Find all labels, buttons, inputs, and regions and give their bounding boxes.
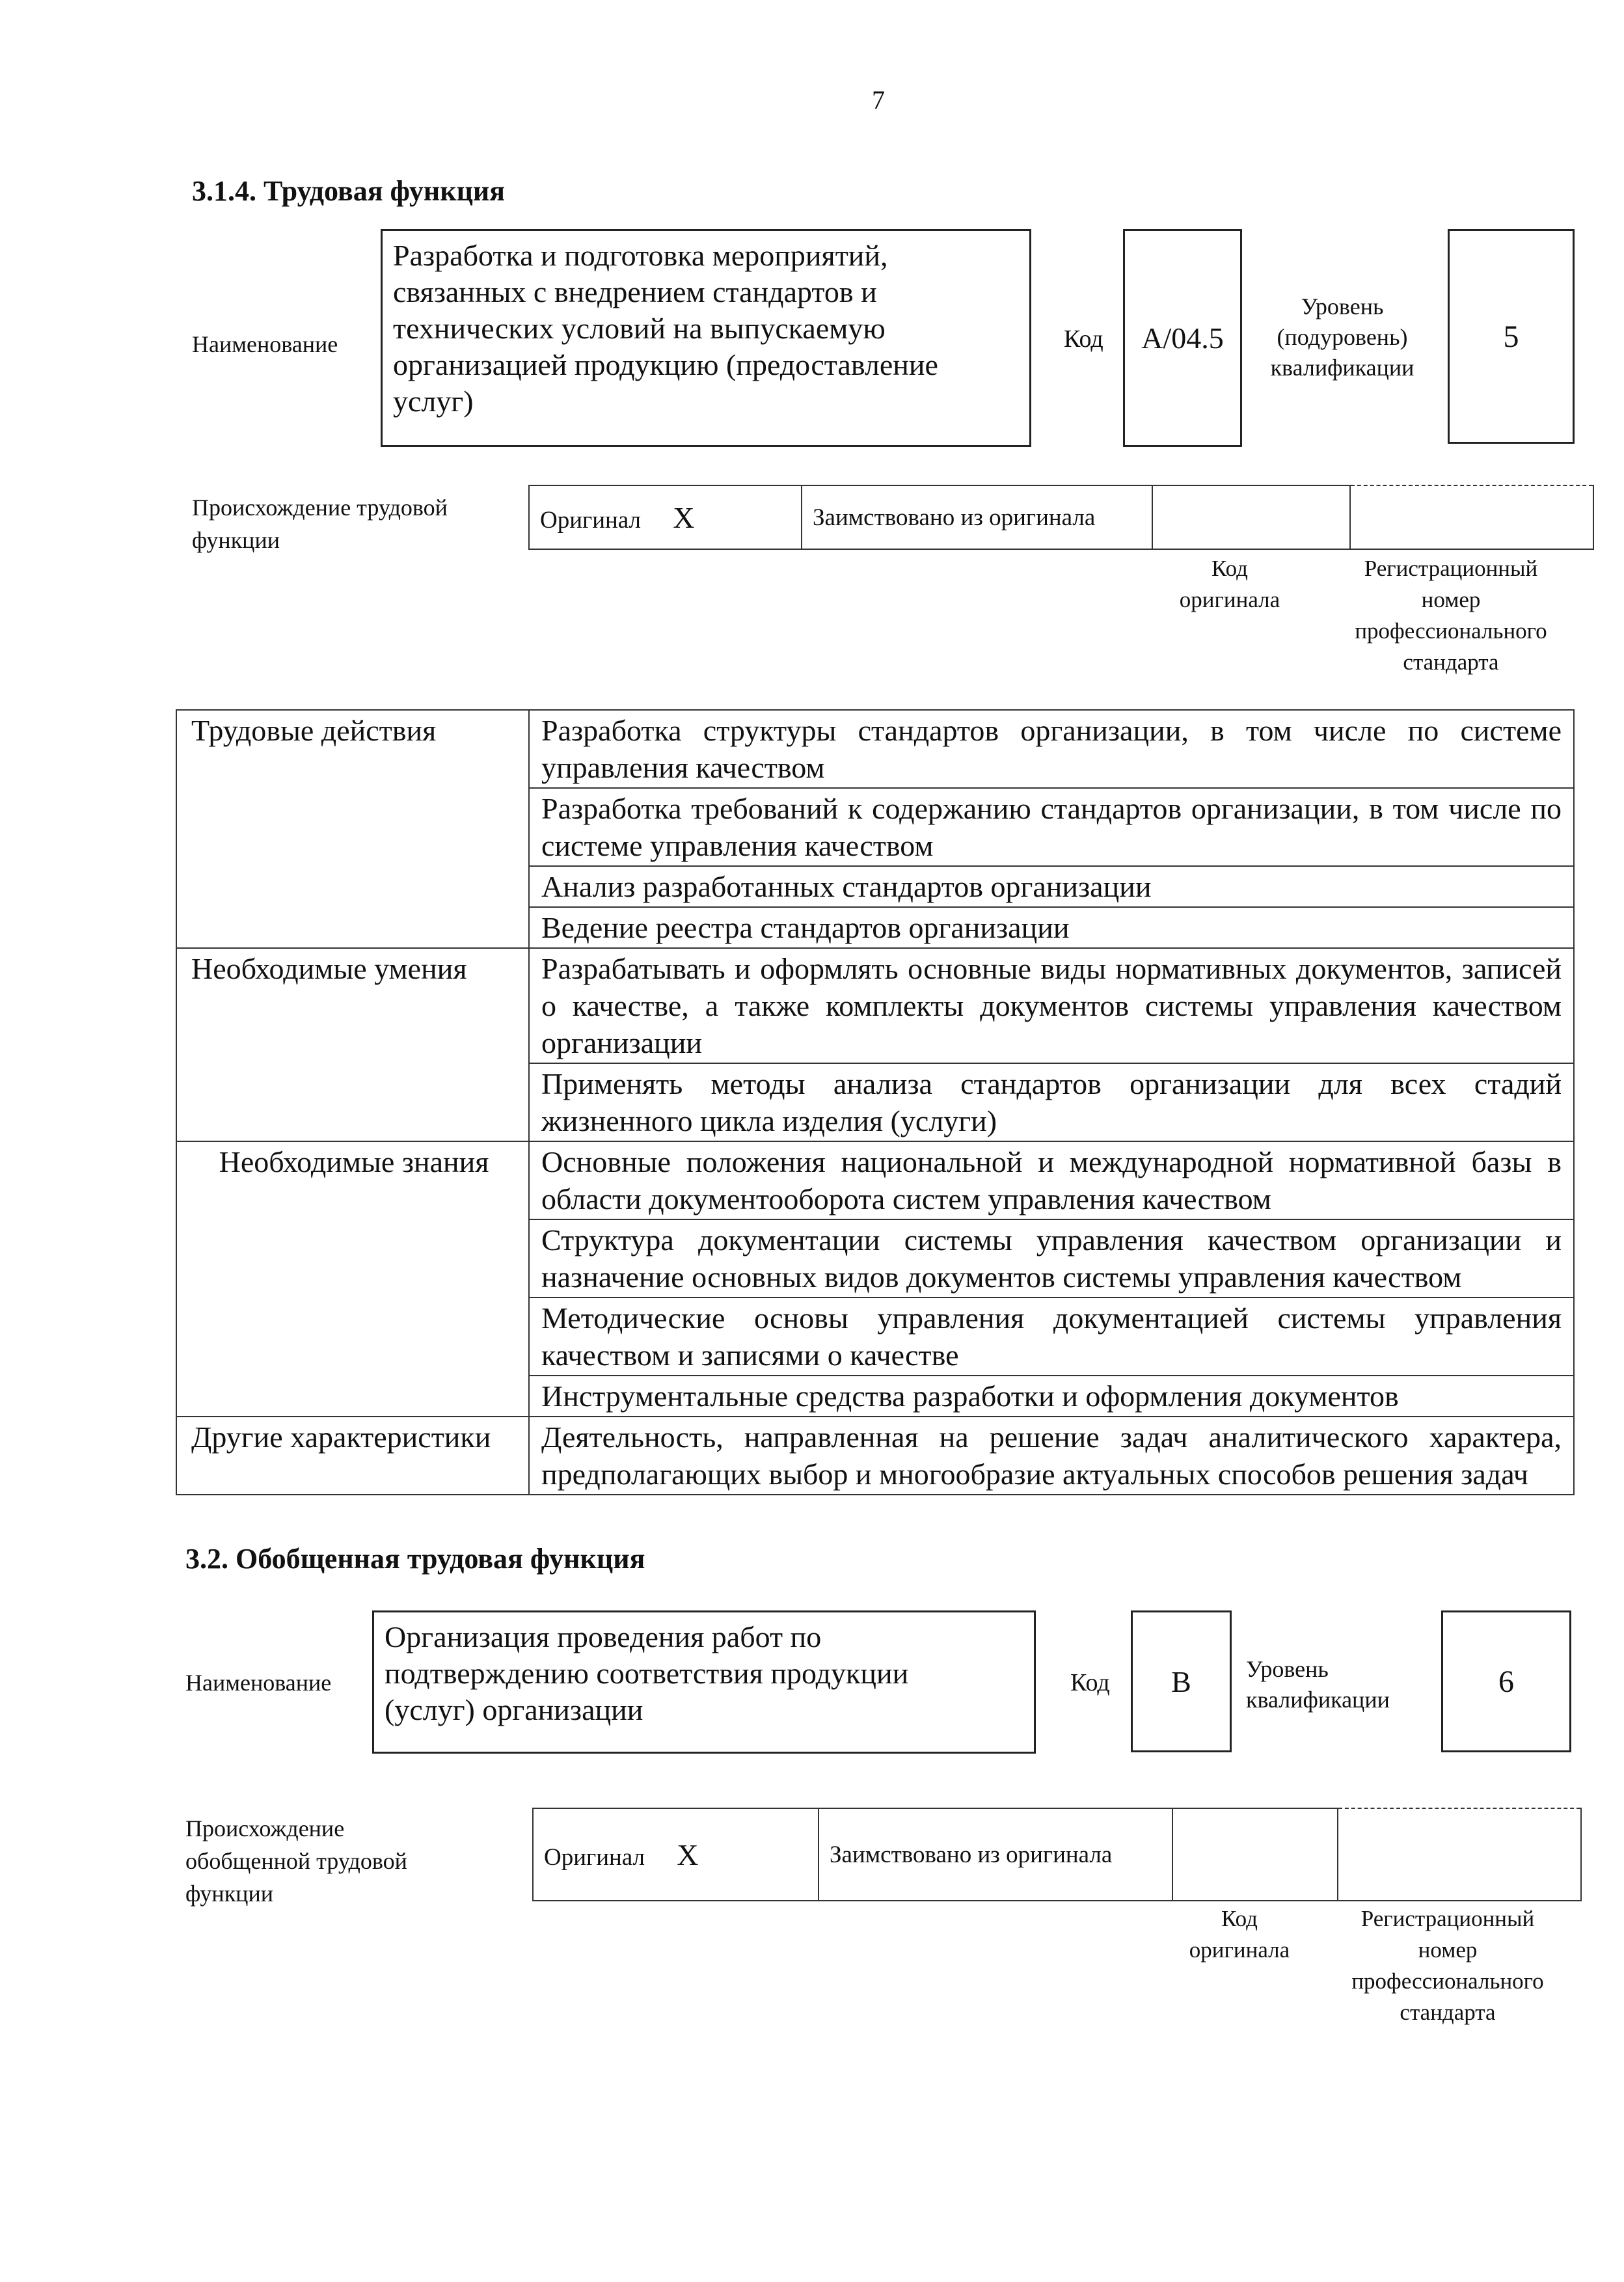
caption-line: Регистрационный bbox=[1364, 556, 1538, 581]
caption-line: Код bbox=[1211, 556, 1248, 581]
table-cell: Анализ разработанных стандартов организации bbox=[529, 866, 1574, 907]
caption-line: профессионального bbox=[1355, 618, 1547, 644]
origin-borrowed-cell: Заимствовано из оригинала bbox=[819, 1808, 1172, 1901]
labor-function-table bbox=[176, 709, 1575, 1495]
origin-label-line: функции bbox=[185, 1881, 273, 1907]
table-row bbox=[176, 1417, 1574, 1495]
caption-original-code bbox=[1132, 553, 1327, 616]
origin-original-mark: X bbox=[677, 1838, 699, 1871]
caption-line: оригинала bbox=[1179, 587, 1280, 612]
level-label-line: квалификации bbox=[1246, 1687, 1390, 1713]
page-number: 7 bbox=[872, 85, 885, 115]
origin-reg-number-cell bbox=[1350, 485, 1593, 549]
code-label: Код bbox=[1064, 325, 1103, 353]
function-name-line: услуг) bbox=[393, 385, 474, 418]
origin-label-line: функции bbox=[192, 527, 280, 553]
row-header-required-knowledge: Необходимые знания bbox=[176, 1141, 529, 1417]
table-cell: Методические основы управления документацией системы управления качеством и записями о качестве bbox=[529, 1297, 1574, 1376]
table-cell: Основные положения национальной и международной нормативной базы в области документооборота систем управления качеством bbox=[529, 1141, 1574, 1219]
caption-original-code bbox=[1145, 1903, 1334, 1966]
code-label: Код bbox=[1070, 1669, 1110, 1696]
caption-registration-number bbox=[1321, 1903, 1575, 2028]
table-cell: Разработка требований к содержанию стандартов организации, в том числе по системе управления качеством bbox=[529, 788, 1574, 866]
origin-original-cell bbox=[529, 485, 802, 549]
qualification-level-box: 5 bbox=[1448, 229, 1575, 444]
origin-original-cell bbox=[533, 1808, 819, 1901]
caption-line: номер bbox=[1421, 587, 1481, 612]
caption-registration-number bbox=[1327, 553, 1575, 678]
code-value-box: B bbox=[1131, 1610, 1232, 1752]
origin-code-cell bbox=[1172, 1808, 1338, 1901]
origin-original-mark: X bbox=[673, 500, 695, 534]
origin-original-label: Оригинал bbox=[540, 506, 642, 534]
function-name-line: Разработка и подготовка мероприятий, bbox=[393, 239, 888, 272]
table-cell: Применять методы анализа стандартов организации для всех стадий жизненного цикла изделия (услуги) bbox=[529, 1063, 1574, 1141]
caption-line: Код bbox=[1221, 1906, 1258, 1931]
table-cell: Структура документации системы управления качеством организации и назначение основных видов документов системы управления качеством bbox=[529, 1219, 1574, 1297]
origin-original-label: Оригинал bbox=[544, 1843, 645, 1871]
generalized-function-name-box bbox=[372, 1610, 1036, 1754]
section-heading-3-1-4: 3.1.4. Трудовая функция bbox=[192, 175, 506, 207]
section-heading-3-2: 3.2. Обобщенная трудовая функция bbox=[185, 1543, 645, 1575]
table-cell: Деятельность, направленная на решение задач аналитического характера, предполагающих выбор и многообразие актуальных способов решения задач bbox=[529, 1417, 1574, 1495]
origin-label-line: Происхождение трудовой bbox=[192, 495, 448, 521]
name-label: Наименование bbox=[192, 331, 338, 357]
function-name-line: организацией продукцию (предоставление bbox=[393, 348, 938, 381]
origin-code-cell bbox=[1152, 485, 1350, 549]
table-cell: Разрабатывать и оформлять основные виды нормативных документов, записей о качестве, а также комплекты документов системы управления качеством организации bbox=[529, 948, 1574, 1063]
caption-line: Регистрационный bbox=[1360, 1906, 1535, 1931]
level-label-line: квалификации bbox=[1270, 355, 1414, 381]
origin-borrowed-cell: Заимствовано из оригинала bbox=[802, 485, 1152, 549]
name-label: Наименование bbox=[185, 1670, 332, 1696]
origin-label-line: Происхождение bbox=[185, 1815, 345, 1841]
level-label-line: Уровень bbox=[1301, 293, 1384, 319]
caption-line: стандарта bbox=[1400, 2000, 1496, 2025]
table-row bbox=[176, 1141, 1574, 1219]
level-label-line: Уровень bbox=[1246, 1656, 1329, 1682]
row-header-required-skills: Необходимые умения bbox=[176, 948, 529, 1141]
function-name-line: подтверждению соответствия продукции bbox=[385, 1657, 909, 1690]
origin-table bbox=[532, 1808, 1582, 1901]
function-name-box bbox=[381, 229, 1031, 447]
table-cell: Ведение реестра стандартов организации bbox=[529, 907, 1574, 948]
row-header-other-characteristics: Другие характеристики bbox=[176, 1417, 529, 1495]
origin-label bbox=[192, 491, 448, 556]
caption-line: оригинала bbox=[1189, 1937, 1290, 1963]
caption-line: стандарта bbox=[1403, 649, 1499, 675]
caption-line: профессионального bbox=[1351, 1968, 1544, 1994]
table-row bbox=[176, 948, 1574, 1063]
level-label-line: (подуровень) bbox=[1277, 324, 1408, 350]
function-name-line: (услуг) организации bbox=[385, 1693, 643, 1726]
qualification-level-label bbox=[1246, 1654, 1415, 1715]
function-name-line: связанных с внедрением стандартов и bbox=[393, 275, 877, 308]
origin-table bbox=[528, 485, 1594, 550]
code-value-box: A/04.5 bbox=[1123, 229, 1242, 447]
table-row bbox=[176, 710, 1574, 788]
table-cell: Разработка структуры стандартов организации, в том числе по системе управления качеством bbox=[529, 710, 1574, 788]
qualification-level-box: 6 bbox=[1441, 1610, 1571, 1752]
table-cell: Инструментальные средства разработки и оформления документов bbox=[529, 1376, 1574, 1417]
origin-label-line: обобщенной трудовой bbox=[185, 1848, 407, 1874]
function-name-line: Организация проведения работ по bbox=[385, 1620, 822, 1653]
origin-label bbox=[185, 1812, 407, 1910]
caption-line: номер bbox=[1418, 1937, 1478, 1963]
function-name-line: технических условий на выпускаемую bbox=[393, 312, 886, 345]
origin-reg-number-cell bbox=[1338, 1808, 1581, 1901]
qualification-level-label bbox=[1258, 292, 1427, 383]
row-header-labor-actions: Трудовые действия bbox=[176, 710, 529, 948]
